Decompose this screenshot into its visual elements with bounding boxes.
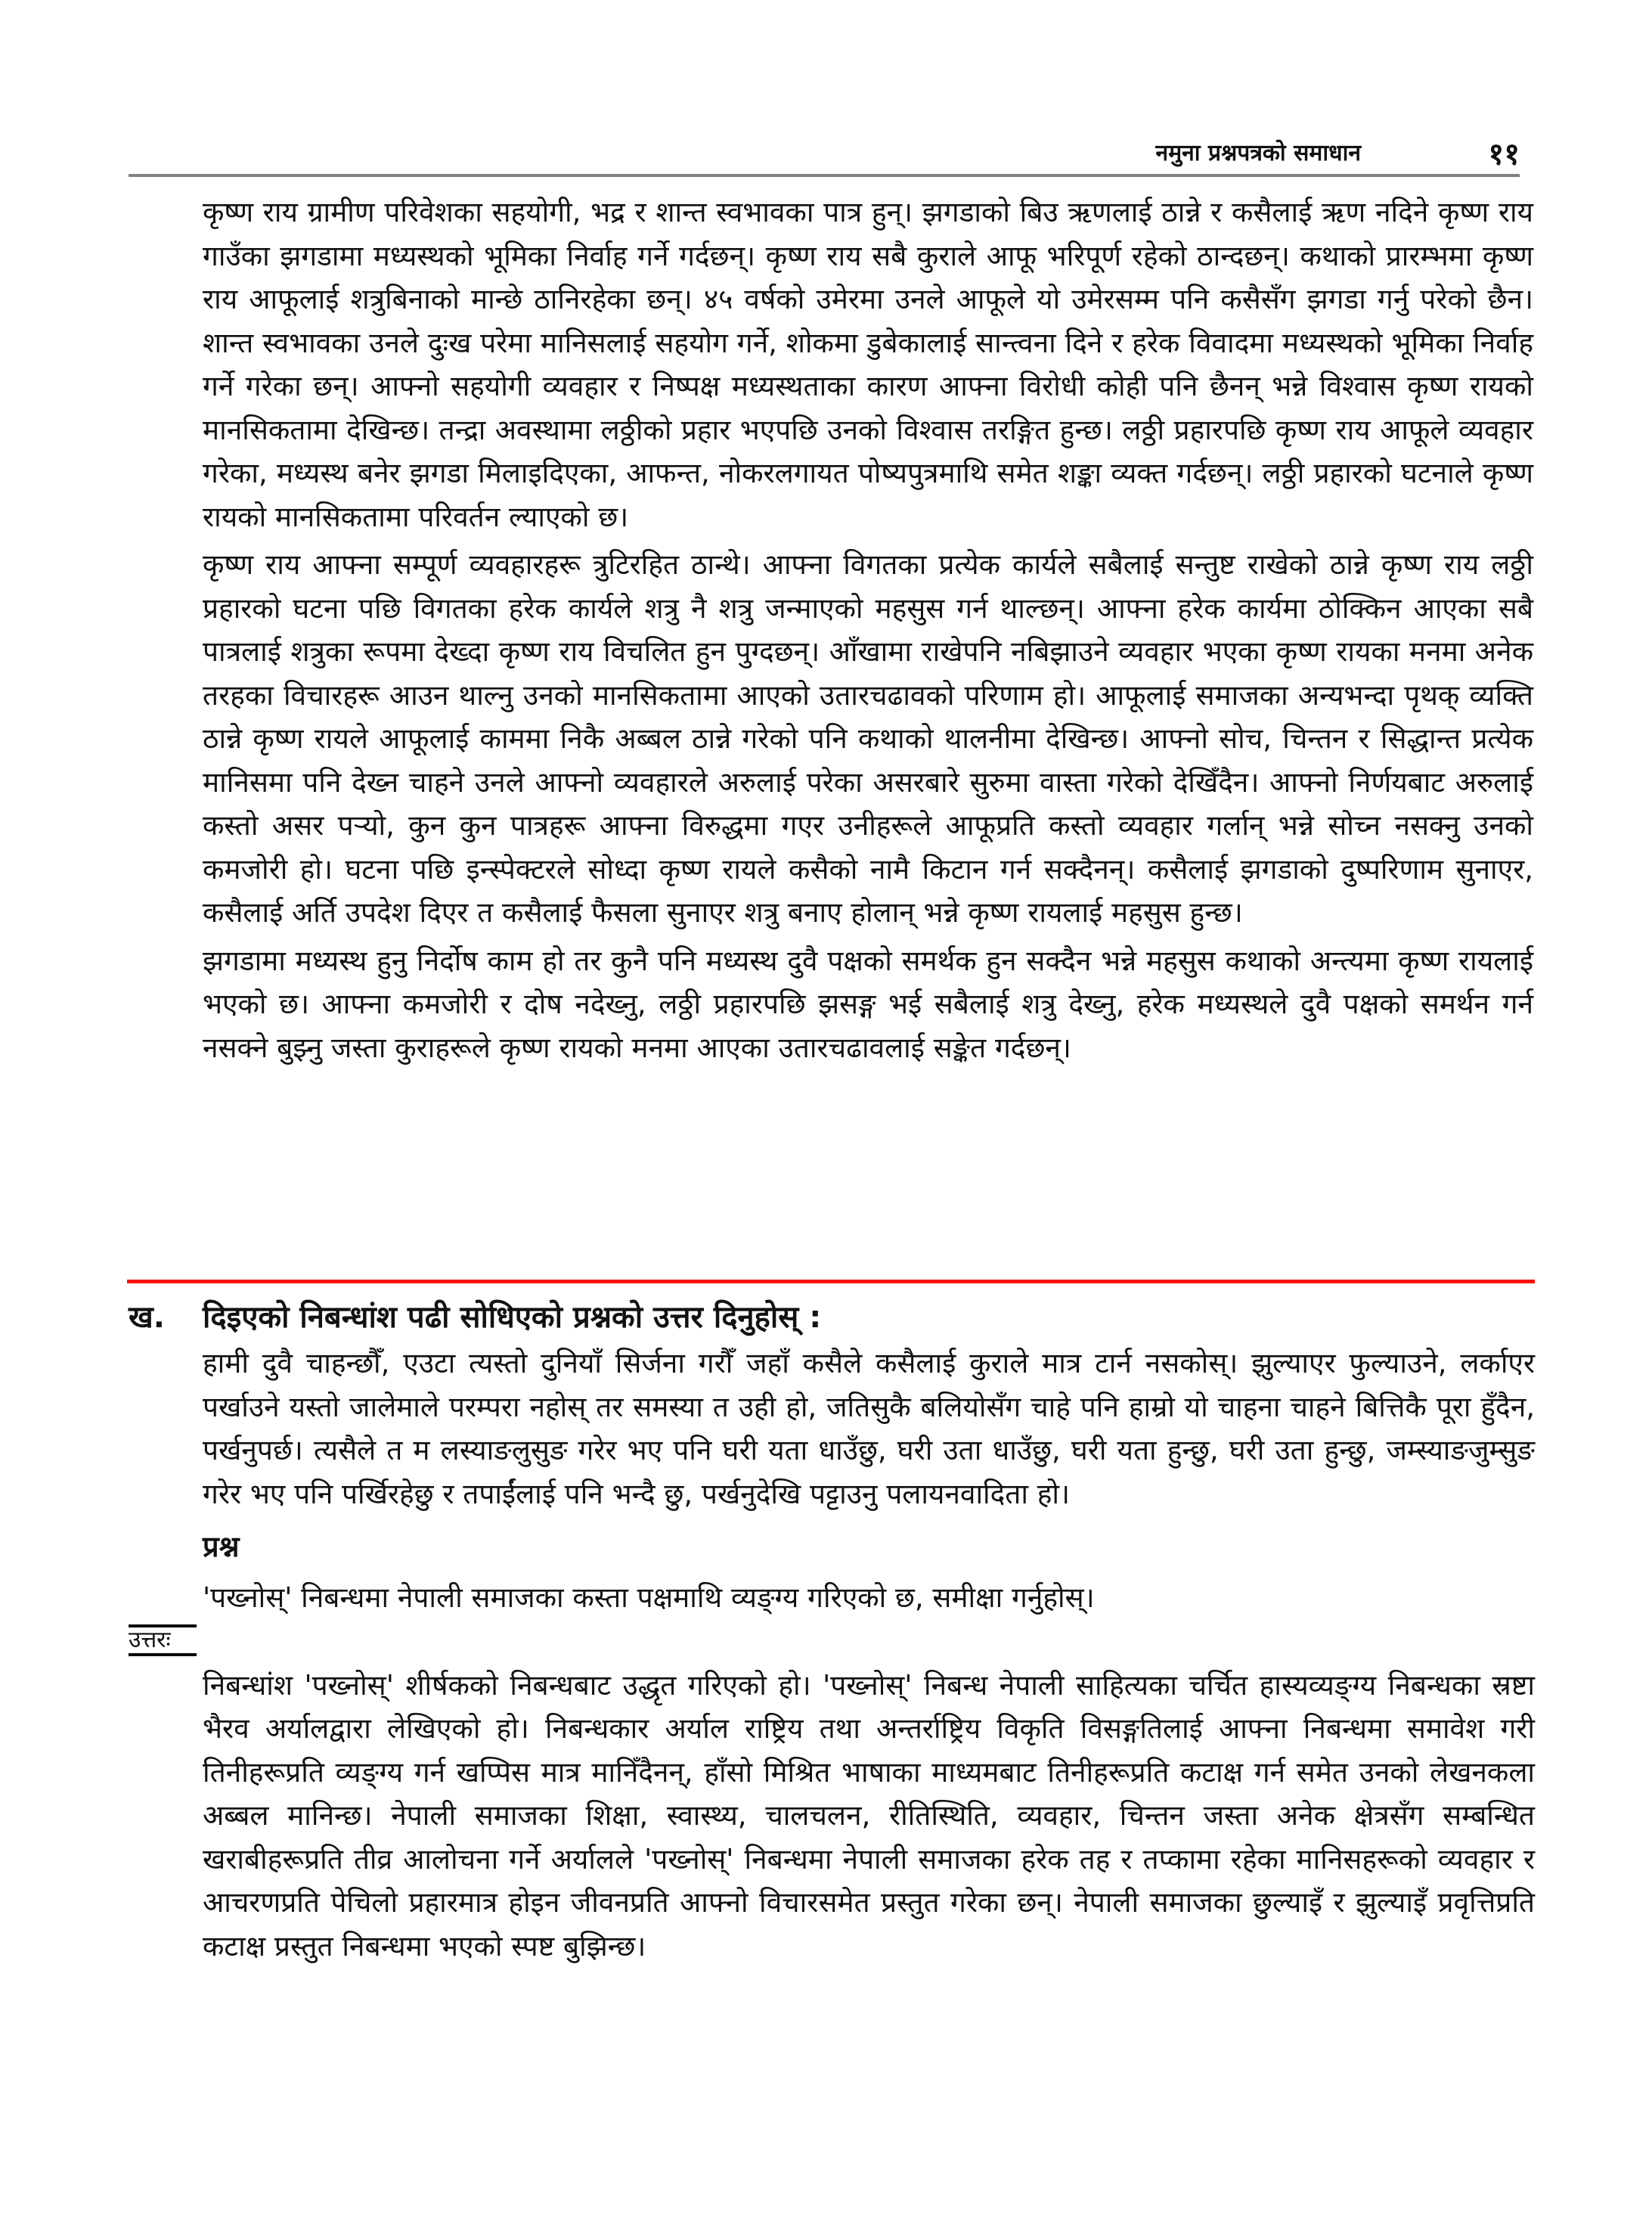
section-heading [129,1295,1535,1342]
page-header [129,136,1520,175]
section-kha [129,1295,1535,1972]
answer-text: निबन्धांश 'पख्नोस्' शीर्षकको निबन्धबाट उद्धृत गरिएको हो। 'पख्नोस्' निबन्ध नेपाली साहित्यका चर्चित हास्यव्यङ्ग्य निबन्धका स्रष्टा भैरव अर्यालद्वारा लेखिएको हो। निबन्धकार अर्याल राष्ट्रिय तथा अन्तर्राष्ट्रिय विकृति विसङ्गतिलाई आफ्ना निबन्धमा समावेश गरी तिनीहरूप्रति व्यङ्ग्य गर्न खप्पिस मात्र मानिँदैनन्, हाँसो मिश्रित भाषाका माध्यमबाट तिनीहरूप्रति कटाक्ष गर्न समेत उनको लेखनकला अब्बल मानिन्छ। नेपाली समाजका शिक्षा, स्वास्थ्य, चालचलन, रीतिस्थिति, व्यवहार, चिन्तन जस्ता अनेक क्षेत्रसँग सम्बन्धित खराबीहरूप्रति तीव्र आलोचना गर्ने अर्यालले 'पख्नोस्' निबन्धमा नेपाली समाजका हरेक तह र तप्कामा रहेका मानिसहरूको व्यवहार र आचरणप्रति पेचिलो प्रहारमात्र होइन जीवनप्रति आफ्नो विचारसमेत प्रस्तुत गरेका छन्। नेपाली समाजका छुल्याइँ र झुल्याइँ प्रवृत्तिप्रति कटाक्ष प्रस्तुत निबन्धमा भएको स्पष्ट बुझिन्छ। [203,1668,1535,1963]
running-header-title: नमुना प्रश्नपत्रको समाधान [1155,140,1361,166]
essay-excerpt: हामी दुवै चाहन्छौँ, एउटा त्यस्तो दुनियाँ सिर्जना गरौँ जहाँ कसैले कसैलाई कुराले मात्र टार्न नसकोस्। झुल्याएर फुल्याउने, लर्काएर पर्खाउने यस्तो जालेमाले परम्परा नहोस् तर समस्या त उही हो, जतिसुकै बलियोसँग चाहे पनि हाम्रो यो चाहना चाहने बित्तिकै पूरा हुँदैन, पर्खनुपर्छ। त्यसैले त म लस्याङलुसुङ गरेर भए पनि घरी यता धाउँछु, घरी उता धाउँछु, घरी यता हुन्छु, घरी उता हुन्छु, जम्स्याङजुम्सुङ गरेर भए पनि पर्खिरहेछु र तपाईंलाई पनि भन्दै छु, पर्खनुदेखि पट्टाउनु पलायनवादिता हो। [203,1347,1535,1510]
section-divider [127,1280,1535,1283]
section-instruction: दिइएको निबन्धांश पढी सोधिएको प्रश्नको उत्तर दिनुहोस् : [203,1300,822,1335]
section-label: ख. [129,1300,165,1335]
section-body [129,1342,1535,1968]
question-heading: प्रश्न [203,1530,240,1563]
answer-ka-body [203,191,1533,1074]
header-rule [129,174,1520,177]
page-number: ११ [1488,137,1520,172]
question-text: 'पख्नोस्' निबन्धमा नेपाली समाजका कस्ता पक्षमाथि व्यङ्ग्य गरिएको छ, समीक्षा गर्नुहोस्। [203,1581,1095,1614]
paragraph: कृष्ण राय आफ्ना सम्पूर्ण व्यवहारहरू त्रुटिरहित ठान्थे। आफ्ना विगतका प्रत्येक कार्यले सबैलाई सन्तुष्ट राखेको ठान्ने कृष्ण राय लठ्ठी प्रहारको घटना पछि विगतका हरेक कार्यले शत्रु नै शत्रु जन्माएको महसुस गर्न थाल्छन्। आफ्ना हरेक कार्यमा ठोक्किन आएका सबै पात्रलाई शत्रुका रूपमा देख्दा कृष्ण राय विचलित हुन पुग्दछन्। आँखामा राखेपनि नबिझाउने व्यवहार भएका कृष्ण रायका मनमा अनेक तरहका विचारहरू आउन थाल्नु उनको मानसिकतामा आएको उतारचढावको परिणाम हो। आफूलाई समाजका अन्यभन्दा पृथक् व्यक्ति ठान्ने कृष्ण रायले आफूलाई काममा निकै अब्बल ठान्ने गरेको पनि कथाको थालनीमा देखिन्छ। आफ्नो सोच, चिन्तन र सिद्धान्त प्रत्येक मानिसमा पनि देख्न चाहने उनले आफ्नो व्यवहारले अरुलाई परेका असरबारे सुरुमा वास्ता गरेको देखिँदैन। आफ्नो निर्णयबाट अरुलाई कस्तो असर पर्‍यो, कुन कुन पात्रहरू आफ्ना विरुद्धमा गएर उनीहरूले आफूप्रति कस्तो व्यवहार गर्लान् भन्ने सोच्न नसक्नु उनको कमजोरी हो। घटना पछि इन्स्पेक्टरले सोध्दा कृष्ण रायले कसैको नामै किटान गर्न सक्दैनन्। कसैलाई झगडाको दुष्परिणाम सुनाएर, कसैलाई अर्ति उपदेश दिएर त कसैलाई फैसला सुनाएर शत्रु बनाए होलान् भन्ने कृष्ण रायलाई महसुस हुन्छ। [203,548,1533,929]
paragraph: झगडामा मध्यस्थ हुनु निर्दोष काम हो तर कुनै पनि मध्यस्थ दुवै पक्षको समर्थक हुन सक्दैन भन्ने महसुस कथाको अन्त्यमा कृष्ण रायलाई भएको छ। आफ्ना कमजोरी र दोष नदेख्नु, लठ्ठी प्रहारपछि झसङ्ग भई सबैलाई शत्रु देख्नु, हरेक मध्यस्थले दुवै पक्षको समर्थन गर्न नसक्ने बुझ्नु जस्ता कुराहरूले कृष्ण रायको मनमा आएका उतारचढावलाई सङ्केत गर्दछन्। [203,944,1533,1064]
answer-label: उत्तरः [129,1626,171,1653]
answer-label-box [129,1624,197,1656]
paragraph: कृष्ण राय ग्रामीण परिवेशका सहयोगी, भद्र र शान्त स्वभावका पात्र हुन्। झगडाको बिउ ऋणलाई ठान्ने र कसैलाई ऋण नदिने कृष्ण राय गाउँका झगडामा मध्यस्थको भूमिका निर्वाह गर्ने गर्दछन्। कृष्ण राय सबै कुराले आफू भरिपूर्ण रहेको ठान्दछन्। कथाको प्रारम्भमा कृष्ण राय आफूलाई शत्रुबिनाको मान्छे ठानिरहेका छन्। ४५ वर्षको उमेरमा उनले आफूले यो उमेरसम्म पनि कसैसँग झगडा गर्नु परेको छैन। शान्त स्वभावका उनले दुःख परेमा मानिसलाई सहयोग गर्ने, शोकमा डुबेकालाई सान्त्वना दिने र हरेक विवादमा मध्यस्थको भूमिका निर्वाह गर्ने गरेका छन्। आफ्नो सहयोगी व्यवहार र निष्पक्ष मध्यस्थताका कारण आफ्ना विरोधी कोही पनि छैनन् भन्ने विश्वास कृष्ण रायको मानसिकतामा देखिन्छ। तन्द्रा अवस्थामा लठ्ठीको प्रहार भएपछि उनको विश्वास तरङ्गित हुन्छ। लठ्ठी प्रहारपछि कृष्ण राय आफूले व्यवहार गरेका, मध्यस्थ बनेर झगडा मिलाइदिएका, आफन्त, नोकरलगायत पोष्यपुत्रमाथि समेत शङ्का व्यक्त गर्दछन्। लठ्ठी प्रहारको घटनाले कृष्ण रायको मानसिकतामा परिवर्तन ल्याएको छ। [203,196,1533,533]
